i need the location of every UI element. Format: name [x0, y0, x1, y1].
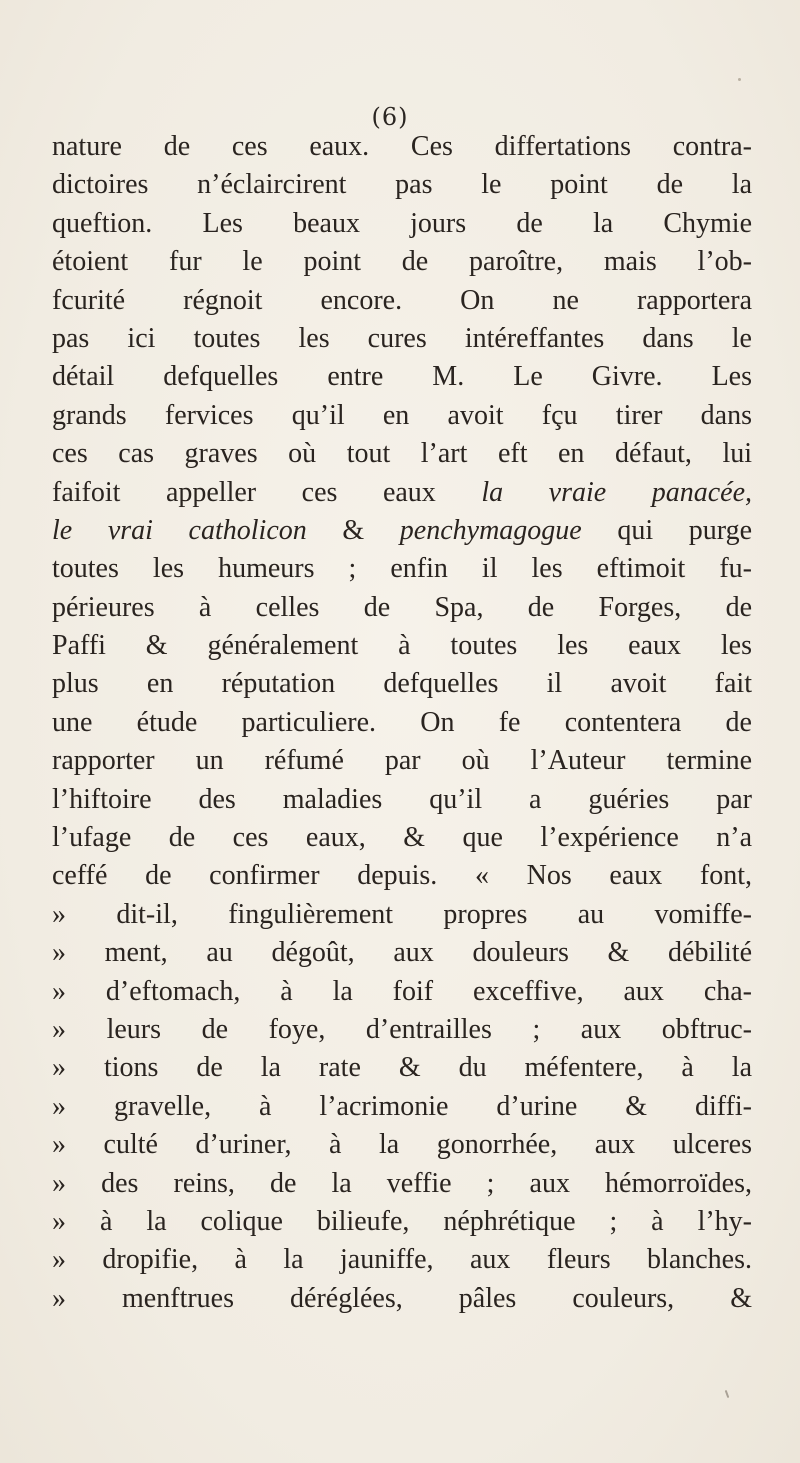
text-line: pas ici toutes les cures intéreffantes dans le	[52, 322, 752, 354]
text-line: » ment, au dégoût, aux douleurs & débilité	[52, 937, 752, 969]
text-line: grands fervices qu’il en avoit fçu tirer dans	[52, 399, 752, 431]
body-text	[52, 128, 752, 1318]
paper-speck	[738, 78, 741, 81]
text-line: périeures à celles de Spa, de Forges, de	[52, 591, 752, 623]
text-line: » tions de la rate & du méfentere, à la	[52, 1052, 752, 1084]
text-line: fcurité régnoit encore. On ne rapportera	[52, 284, 752, 316]
italic-run: le vrai catholicon	[52, 514, 307, 546]
text-line: » à la colique bilieufe, néphrétique ; à l’hy-	[52, 1205, 752, 1237]
text-line: » menftrues déréglées, pâles couleurs, &	[52, 1282, 752, 1314]
text-run: faifoit appeller ces eaux	[52, 476, 436, 508]
text-line: » dit-il, fingulièrement propres au vomiffe-	[52, 898, 752, 930]
text-line: détail defquelles entre M. Le Givre. Les	[52, 361, 752, 393]
paper-speck	[725, 1390, 730, 1398]
text-line: ceffé de confirmer depuis. « Nos eaux font,	[52, 860, 752, 892]
text-run: &	[342, 514, 365, 546]
text-line: ces cas graves où tout l’art eft en défaut, lui	[52, 438, 752, 470]
text-line: plus en réputation defquelles il avoit fait	[52, 668, 752, 700]
italic-run: penchymagogue	[399, 514, 582, 546]
italic-run: la vraie panacée,	[481, 476, 753, 508]
text-line: l’ufage de ces eaux, & que l’expérience n’a	[52, 822, 752, 854]
text-line: » dropifie, à la jauniffe, aux fleurs blanches.	[52, 1244, 752, 1276]
text-line: étoient fur le point de paroître, mais l’ob-	[52, 246, 752, 278]
text-line: une étude particuliere. On fe contentera de	[52, 706, 752, 738]
text-line: nature de ces eaux. Ces differtations contra-	[52, 131, 752, 162]
text-line: » culté d’uriner, à la gonorrhée, aux ulceres	[52, 1129, 752, 1161]
text-line: dictoires n’éclaircirent pas le point de la	[52, 169, 752, 201]
text-line-mixed	[52, 512, 752, 550]
text-line: » gravelle, à l’acrimonie d’urine & diffi-	[52, 1090, 752, 1122]
text-line: » des reins, de la veffie ; aux hémorroïdes,	[52, 1167, 752, 1199]
text-line-mixed	[52, 474, 752, 512]
text-line: l’hiftoire des maladies qu’il a guéries par	[52, 783, 752, 815]
text-run: qui purge	[617, 514, 752, 546]
page-number: (6)	[371, 103, 409, 131]
text-line: » d’eftomach, à la foif exceffive, aux cha-	[52, 975, 752, 1007]
text-line: Paffi & généralement à toutes les eaux les	[52, 630, 752, 662]
text-line: queftion. Les beaux jours de la Chymie	[52, 207, 752, 239]
text-line: » leurs de foye, d’entrailles ; aux obftruc-	[52, 1013, 752, 1045]
text-line: toutes les humeurs ; enfin il les eftimoit fu-	[52, 553, 752, 585]
text-line: rapporter un réfumé par où l’Auteur termine	[52, 745, 752, 777]
